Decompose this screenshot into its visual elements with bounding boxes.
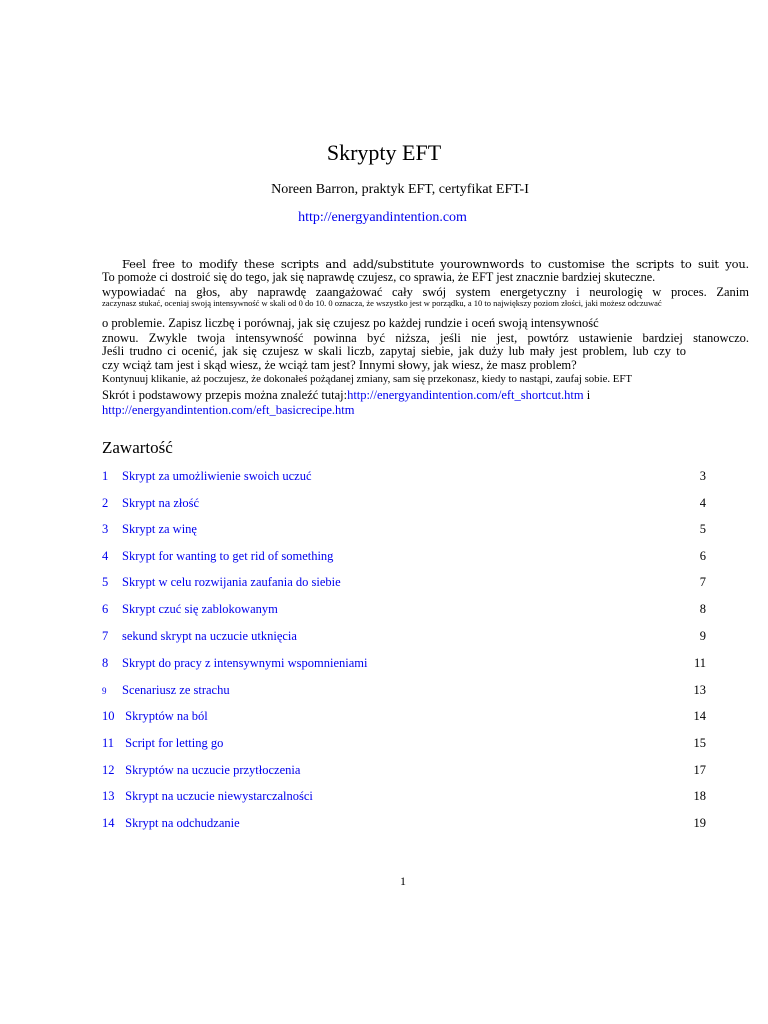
toc-entry-number: 1 bbox=[102, 469, 109, 483]
toc-entry-number: 3 bbox=[102, 522, 109, 536]
toc-entry-page: 9 bbox=[699, 629, 706, 643]
recipe-intro-text: Skrót i podstawowy przepis można znaleźć tutaj: bbox=[102, 388, 348, 402]
toc-entry-page: 7 bbox=[699, 575, 706, 589]
toc-entry[interactable] bbox=[102, 763, 706, 778]
toc-entry-label: Scenariusz ze strachu bbox=[122, 683, 230, 697]
toc-entry[interactable] bbox=[102, 469, 706, 484]
toc-entry-number: 9 bbox=[102, 686, 107, 696]
toc-entry-page: 18 bbox=[693, 789, 706, 803]
toc-entry[interactable] bbox=[102, 575, 706, 590]
toc-entry-page: 4 bbox=[699, 496, 706, 510]
toc-entry-page: 13 bbox=[693, 683, 706, 697]
shortcut-link[interactable]: http://energyandintention.com/eft_shortcut.htm bbox=[347, 388, 584, 402]
toc-entry[interactable] bbox=[102, 736, 706, 751]
toc-entry-label: Skrypt na odchudzanie bbox=[125, 816, 240, 830]
toc-entry-page: 3 bbox=[699, 469, 706, 483]
toc-entry[interactable] bbox=[102, 656, 706, 671]
toc-entry-label: Skrypt za winę bbox=[122, 522, 197, 536]
intro-line-3: wypowiadać na głos, aby naprawdę zaangażować cały swój system energetyczny i neurologię w proces. Zanim bbox=[102, 285, 749, 299]
toc-entry-number: 7 bbox=[102, 629, 109, 643]
toc-entry[interactable] bbox=[102, 602, 706, 617]
toc-entry[interactable] bbox=[102, 522, 706, 537]
intro-line-6: znowu. Zwykle twoja intensywność powinna być niższa, jeśli nie jest, powtórz ustawienie bardziej stanowczo. bbox=[102, 331, 749, 345]
toc-entry-page: 14 bbox=[693, 709, 706, 723]
intro-line-2: To pomoże ci dostroić się do tego, jak się naprawdę czujesz, co sprawia, że EFT jest znacznie bardziej skuteczne. bbox=[102, 270, 656, 284]
toc-entry[interactable] bbox=[102, 683, 706, 698]
toc-entry-page: 15 bbox=[693, 736, 706, 750]
toc-entry-page: 5 bbox=[699, 522, 706, 536]
toc-entry-label: sekund skrypt na uczucie utknięcia bbox=[122, 629, 297, 643]
toc-entry-label: Skrypt na złość bbox=[122, 496, 200, 510]
toc-entry-number: 6 bbox=[102, 602, 109, 616]
toc-entry-label: Skrypt for wanting to get rid of something bbox=[122, 549, 334, 563]
toc-entry-number: 4 bbox=[102, 549, 109, 563]
toc-entry-label: Skryptów na uczucie przytłoczenia bbox=[125, 763, 301, 777]
toc-entry-page: 17 bbox=[693, 763, 706, 777]
toc-entry-number: 8 bbox=[102, 656, 109, 670]
intro-line-1: Feel free to modify these scripts and add/substitute yourownwords to customise the scripts to suit you. bbox=[122, 257, 749, 271]
website-link[interactable]: http://energyandintention.com bbox=[298, 210, 467, 225]
author-line: Noreen Barron, praktyk EFT, certyfikat EFT-I bbox=[271, 182, 529, 197]
toc-entry-number: 2 bbox=[102, 496, 109, 510]
intro-line-7: Jeśli trudno ci ocenić, jak się czujesz w skali liczb, zapytaj siebie, jak duży lub mały jest problem, lub czy to bbox=[102, 344, 686, 358]
toc-entry[interactable] bbox=[102, 629, 706, 644]
toc-entry-page: 11 bbox=[693, 656, 706, 670]
toc-entry[interactable] bbox=[102, 789, 706, 804]
toc-entry-label: Script for letting go bbox=[125, 736, 224, 750]
toc-entry-number: 5 bbox=[102, 575, 109, 589]
intro-line-4: zaczynasz stukać, oceniaj swoją intensywność w skali od 0 do 10. 0 oznacza, że wszystko jest w porządku, a 10 to największy poziom złości, jaki możesz odczuwać bbox=[102, 298, 662, 308]
toc-entry[interactable] bbox=[102, 816, 706, 831]
intro-line-9: Kontynuuj klikanie, aż poczujesz, że dokonałeś pożądanej zmiany, sam się przekonasz, kiedy to nastąpi, zaufaj sobie. EFT bbox=[102, 373, 632, 385]
intro-line-10 bbox=[102, 388, 590, 403]
toc-heading: Zawartość bbox=[102, 438, 173, 457]
toc-entry[interactable] bbox=[102, 496, 706, 511]
toc-entry-page: 6 bbox=[699, 549, 706, 563]
toc-entry[interactable] bbox=[102, 549, 706, 564]
toc-entry-number: 11 bbox=[102, 736, 115, 750]
document-title: Skrypty EFT bbox=[326, 140, 442, 165]
intro-line-11 bbox=[102, 403, 354, 418]
intro-line-8: czy wciąż tam jest i skąd wiesz, że wciąż tam jest? Innymi słowy, jak wiesz, że masz problem? bbox=[102, 358, 577, 372]
toc-entry-label: Skrypt za umożliwienie swoich uczuć bbox=[122, 469, 312, 483]
intro-line-5: o problemie. Zapisz liczbę i porównaj, jak się czujesz po każdej rundzie i oceń swoją intensywność bbox=[102, 316, 599, 330]
toc-entry-label: Skrypt na uczucie niewystarczalności bbox=[125, 789, 313, 803]
toc-entry-number: 10 bbox=[102, 709, 115, 723]
basic-recipe-link[interactable]: http://energyandintention.com/eft_basicrecipe.htm bbox=[102, 403, 355, 417]
page-number: 1 bbox=[400, 874, 406, 888]
toc-entry-number: 13 bbox=[102, 789, 115, 803]
toc-entry-number: 14 bbox=[102, 816, 115, 830]
toc-entry-label: Skrypt w celu rozwijania zaufania do siebie bbox=[122, 575, 341, 589]
toc-entry-label: Skrypt do pracy z intensywnymi wspomnieniami bbox=[122, 656, 368, 670]
recipe-conjunction: i bbox=[583, 388, 591, 402]
toc-entry[interactable] bbox=[102, 709, 706, 724]
toc-entry-label: Skrypt czuć się zablokowanym bbox=[122, 602, 278, 616]
toc-entry-number: 12 bbox=[102, 763, 115, 777]
website-link-line bbox=[0, 210, 765, 226]
toc-entry-page: 19 bbox=[693, 816, 706, 830]
toc-entry-page: 8 bbox=[699, 602, 706, 616]
toc-entry-label: Skryptów na ból bbox=[125, 709, 208, 723]
